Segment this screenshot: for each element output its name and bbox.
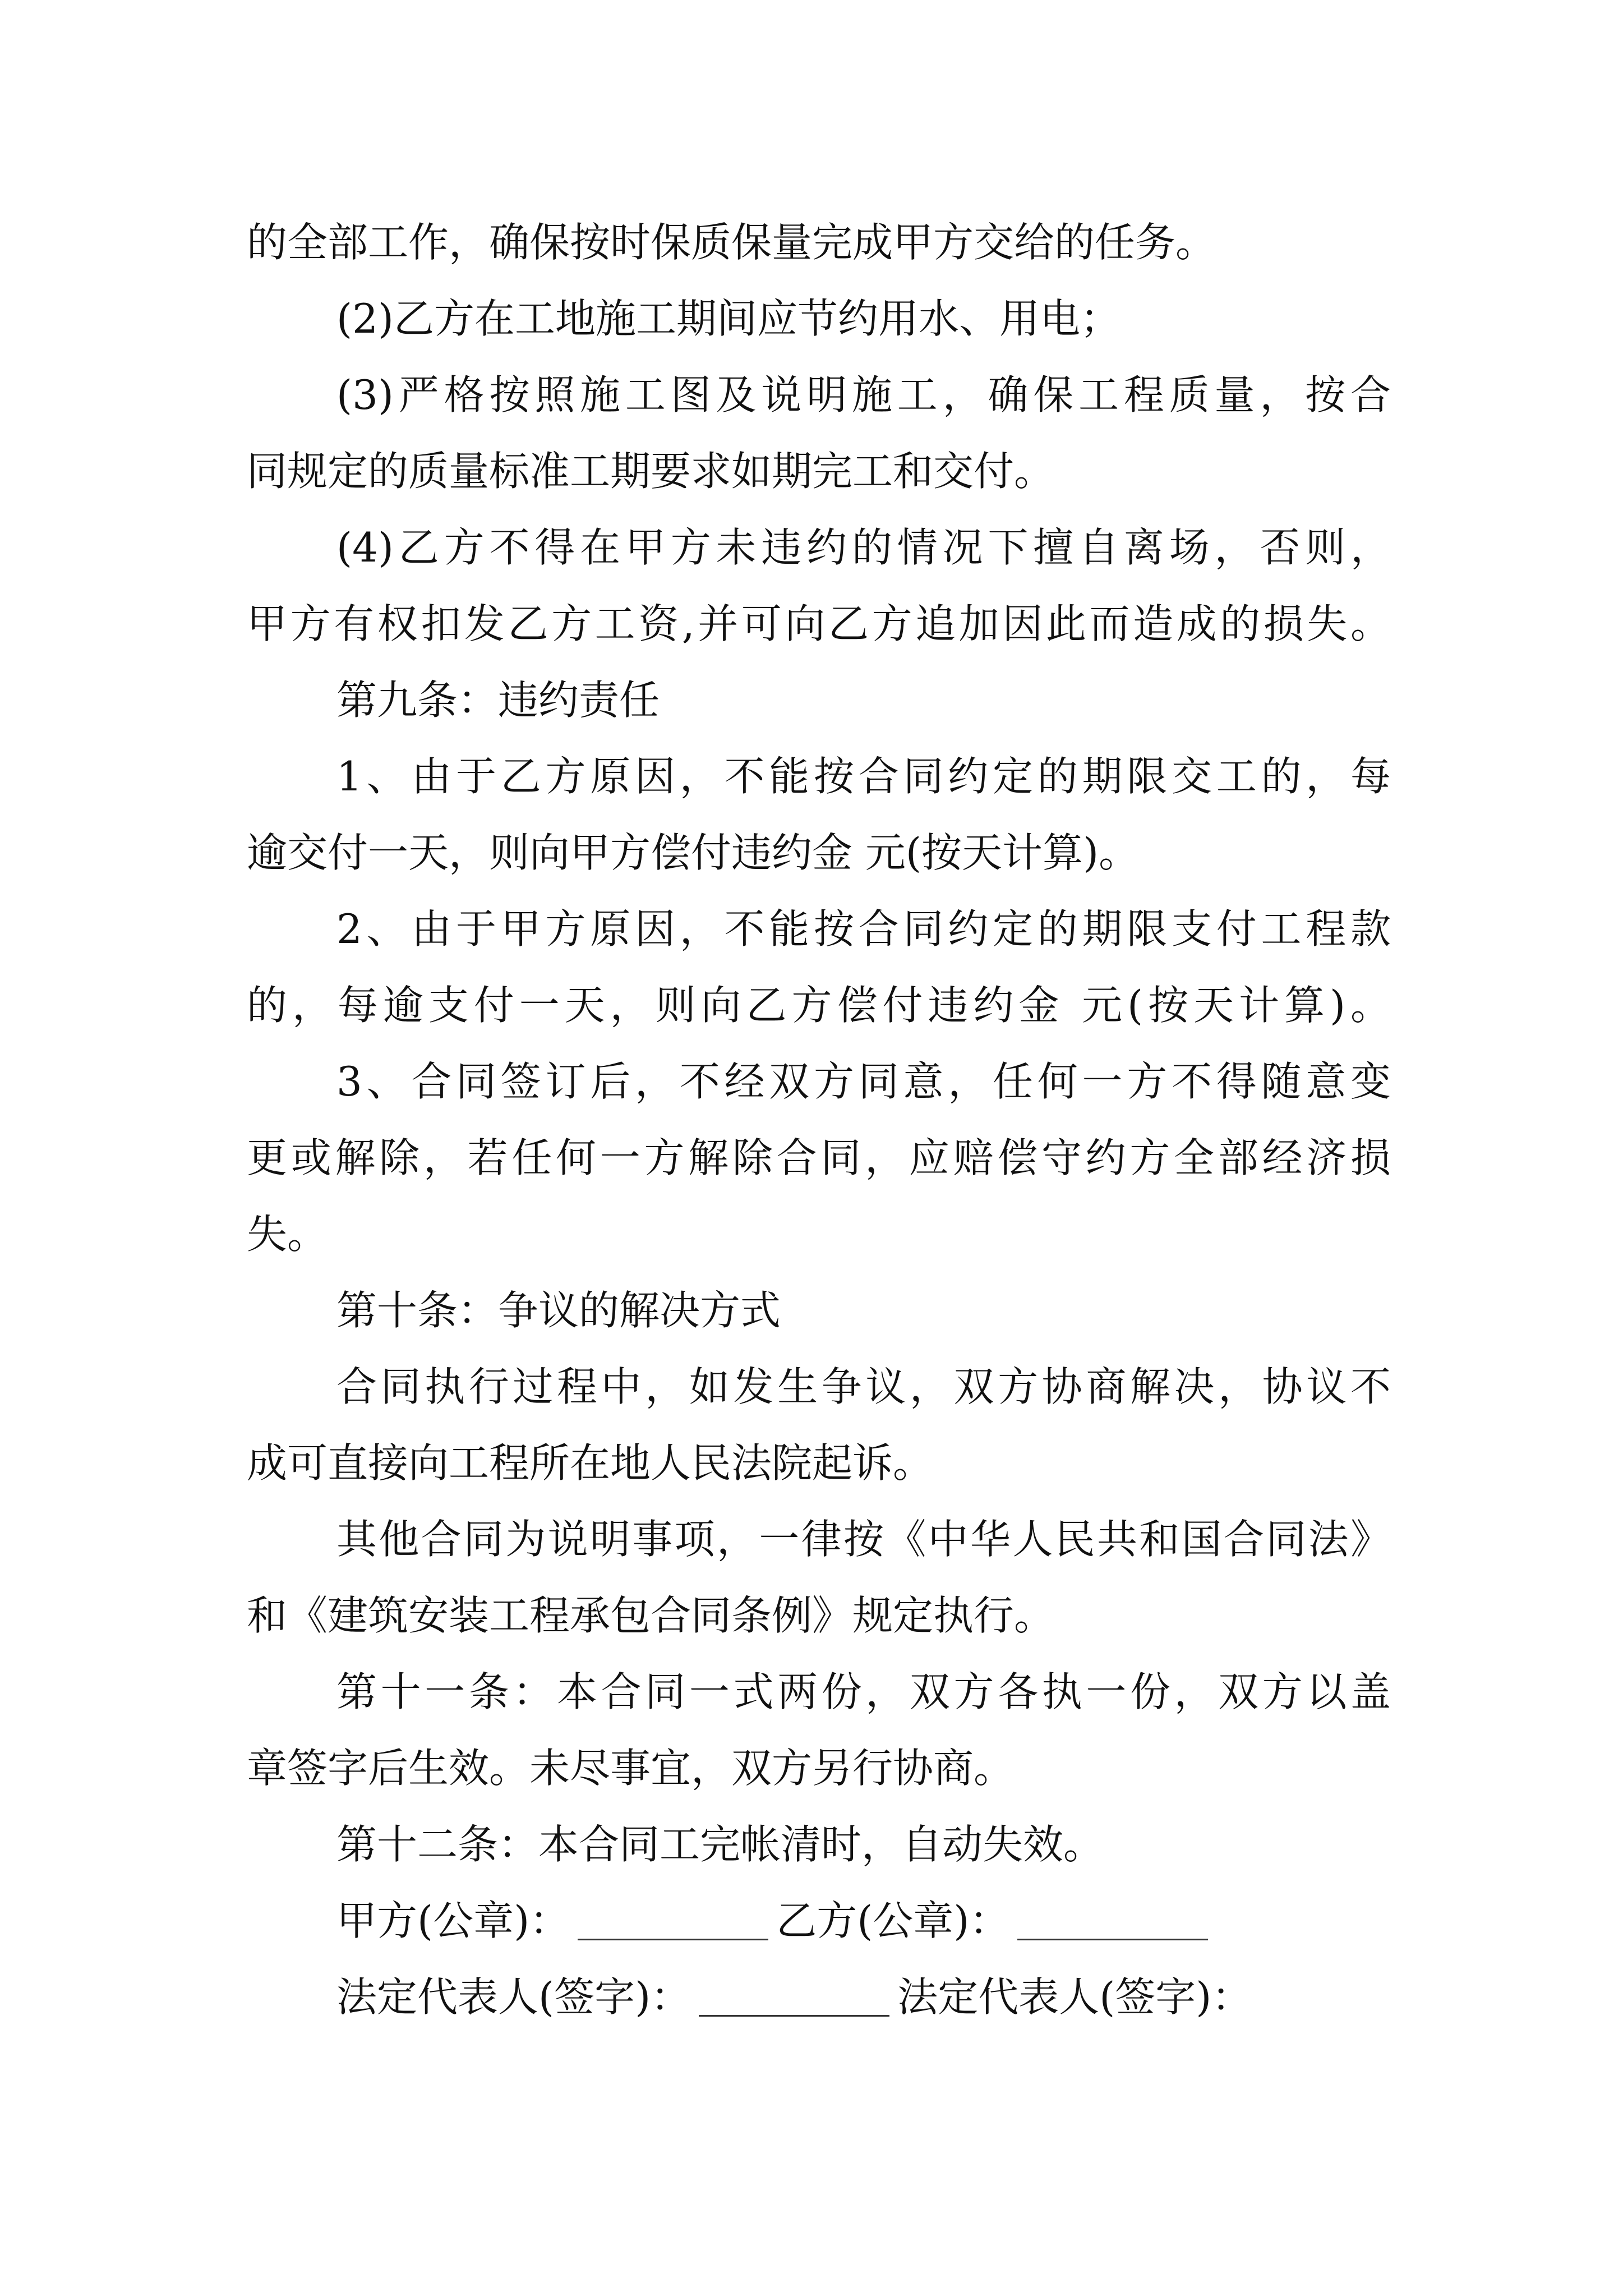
text-line: 同规定的质量标准工期要求如期完工和交付。: [247, 448, 1055, 495]
signature-line-representative: [336, 1963, 1391, 2031]
text-line: (4)乙方不得在甲方未违约的情况下擅自离场，否则，: [336, 524, 1391, 571]
text-line: 成可直接向工程所在地人民法院起诉。: [247, 1439, 934, 1487]
text-line: 第十一条：本合同一式两份，双方各执一份，双方以盖: [336, 1668, 1391, 1715]
rep-b-label: 法定代表人(签字)：: [897, 1973, 1252, 2021]
text-line: 章签字后生效。未尽事宜，双方另行协商。: [247, 1745, 1015, 1792]
rep-a-blank: [699, 1975, 889, 2017]
text-line: 的全部工作，确保按时保质保量完成甲方交给的任务。: [247, 219, 1216, 266]
party-a-seal-label: 甲方(公章)：: [336, 1897, 570, 1944]
signature-line-seal: [336, 1887, 1391, 1954]
party-a-seal-blank: [578, 1898, 768, 1940]
text-line: 和《建筑安装工程承包合同条例》规定执行。: [247, 1592, 1055, 1639]
text-line: 失。: [247, 1211, 328, 1258]
text-line: (3)严格按照施工图及说明施工，确保工程质量，按合: [336, 371, 1391, 418]
text-line: 合同执行过程中，如发生争议，双方协商解决，协议不: [336, 1363, 1391, 1410]
text-line: 的，每逾支付一天，则向乙方偿付违约金 元(按天计算)。: [247, 982, 1391, 1029]
text-line: 更或解除，若任何一方解除合同，应赔偿守约方全部经济损: [247, 1134, 1391, 1181]
section-heading: 第九条：违约责任: [336, 677, 660, 724]
text-line: 甲方有权扣发乙方工资,并可向乙方追加因此而造成的损失。: [247, 600, 1391, 647]
text-line: 2、由于甲方原因，不能按合同约定的期限支付工程款: [336, 905, 1391, 953]
text-line: 第十二条：本合同工完帐清时，自动失效。: [336, 1821, 1104, 1868]
section-heading: 第十条：争议的解决方式: [336, 1287, 781, 1334]
party-b-seal-blank: [1017, 1898, 1208, 1940]
text-line: 3、合同签订后，不经双方同意，任何一方不得随意变: [336, 1058, 1391, 1105]
text-line: 其他合同为说明事项，一律按《中华人民共和国合同法》: [336, 1516, 1391, 1563]
party-b-seal-label: 乙方(公章)：: [776, 1897, 1010, 1944]
text-line: 逾交付一天，则向甲方偿付违约金 元(按天计算)。: [247, 829, 1140, 876]
text-line: (2)乙方在工地施工期间应节约用水、用电；: [336, 295, 1121, 342]
rep-a-label: 法定代表人(签字)：: [336, 1973, 691, 2021]
text-line: 1、由于乙方原因，不能按合同约定的期限交工的，每: [336, 753, 1391, 800]
